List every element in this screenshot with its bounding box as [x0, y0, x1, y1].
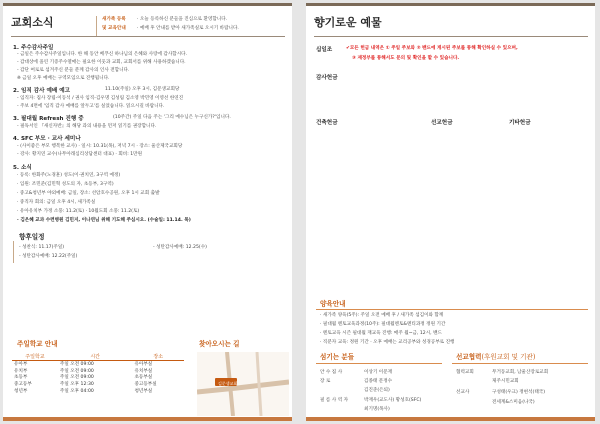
staff-rule [316, 363, 442, 364]
care-rule [316, 309, 588, 310]
bottom-rule [3, 417, 292, 421]
sunday-school-table [12, 353, 184, 394]
map-graphic [197, 352, 289, 416]
col-header: 장소 [132, 353, 184, 361]
page-title: 교회소식 [11, 16, 54, 29]
staff-names: 이상기 이문재 [364, 370, 393, 375]
news-line: · 등록: 한화주(노경훈) 성도(이·권치연, 3구역 예정) [17, 173, 121, 178]
mission-names: 구성태(우크) 정현석(태국) [492, 390, 546, 395]
table-row: 중고등부 주일 오후 12:30 중고등부실 [14, 382, 157, 388]
bottom-rule [306, 417, 595, 421]
divider [314, 36, 588, 37]
sunday-school-title: 주일학교 안내 [17, 340, 58, 348]
mission-names: 제주시민교회 [492, 379, 519, 384]
welcome-label-1: 새가족 등록 [102, 17, 126, 22]
welcome-label-2: 및 교육안내 [102, 26, 126, 31]
staff-names: 김진준(은퇴) [364, 388, 390, 393]
staff-title: 섬기는 분들 [320, 353, 355, 361]
offering-notice: ✔모든 헌금 내역은 ① 주일 주보와 ② 밴드에 게시된 주보를 통해 확인하실 수 있으며, [346, 46, 518, 51]
news-line: - 감단 여로로 섬겨주신 분들 분께 감사의 인사 전합니다. [17, 68, 130, 73]
mission-role: 협력교회 [456, 370, 474, 375]
welcome-text-2: · 예배 후 안내를 받아 새가족실로 오시기 바랍니다. [137, 26, 239, 31]
col-header: 시간 [58, 353, 133, 361]
top-rule [3, 3, 292, 6]
care-line: · 새가족 양육(5주): 주일 오전 예배 후 / 새가족 섬김이와 함께 [320, 313, 444, 318]
news-line: · 입원: 조민준(김민혁 성도의 자, 초등부, 3구역) [17, 182, 114, 187]
care-line: · 직분자 교육: 정원 기간 · 오후 예배는 교리공부와 성경공부로 진행 [320, 340, 455, 345]
news-heading-3: 3. 필대월 Refresh 진행 중 [13, 116, 84, 122]
mission-rule [452, 363, 588, 364]
news-line: - (사이좋은 부모 행복한 교사) · 일시: 10.31(목), 저녁 7시 · 장소: 울산제국교회당 [17, 144, 183, 149]
directions-map [197, 352, 289, 416]
table-row: 유치부 주일 오전 09:00 유치부실 [14, 368, 153, 374]
mission-names: 전세계&스미음(나국) [492, 400, 535, 405]
divider [11, 36, 285, 37]
staff-role: 안 수 집 사 [320, 370, 343, 375]
map-title: 찾아오시는 길 [199, 340, 240, 348]
schedule-item: - 성찬식: 11.17(주일) [19, 245, 65, 250]
offering-label-other: 기타헌금 [509, 120, 531, 126]
news-line: · 중고&청년부 야외예배: 금일, 장소: 선암호수공원, 오후 1시 교회 출발 [17, 191, 160, 196]
care-line: · 필대월 멘토교육과정(10주): 필대월멘토&멘티과정 정원 기간 [320, 322, 446, 327]
welcome-box [96, 16, 97, 36]
care-line: · 멘토교육 시즌 필대월 재교육 진행: 매주 월~금, 12시, 밴드 [320, 331, 442, 336]
offering-label-mission: 선교헌금 [431, 120, 453, 126]
mission-role: 선교사 [456, 390, 470, 395]
news-line: - 감대상에 올린 기증주수열매는 필요한 이웃과 교회, 교회서를 위해 사용하겠습니다. [17, 60, 186, 65]
welcome-text-1: · 오늘 등록하신 분들을 진심으로 환영합니다. [137, 17, 228, 22]
schedule-item: - 성탄감사예배: 12.22(주일) [19, 254, 78, 259]
schedule-item: - 성탄감사예배: 12.25(수) [153, 245, 207, 250]
staff-role: 필 름 사 역 자 [320, 398, 349, 403]
news-line: · 중직자 회의: 금일 오후 4시, 새가족실 [17, 200, 96, 205]
mission-title-main: 선교협력 [456, 353, 482, 361]
col-header: 주일학교 [12, 353, 58, 361]
news-line: · 유아유치부 가정 소풍: 11.2(토) · 10월도회 소풍: 11.2(토) [17, 209, 140, 214]
staff-names: 박재우(교도사) 황성호(SFC) [364, 398, 422, 403]
offering-label-building: 건축헌금 [316, 120, 338, 126]
table-row: 유아부 주일 오전 09:00 유아부실 [14, 362, 153, 368]
news-line: - 임직자: 집사 장립-이동석 / 권사 임직-김우명 김성림 김소영 박민영 이영선 한연진 [17, 96, 184, 101]
care-title: 양육안내 [320, 300, 346, 308]
news-line: - 필독서인 『새신자반』의 해당 과의 내용을 먼저 읽기를 권장합니다. [17, 124, 157, 129]
news-line: ※ 금일 오후 예배는 구역모임으로 진행됩니다. [17, 76, 110, 81]
map-church-label: 김문생교회 [218, 381, 238, 386]
schedule-box [13, 241, 14, 263]
news-heading-2: 2. 임직 감사 예배 예고 [13, 88, 71, 94]
mission-names: 무거동교회, 남울산장로교회 [492, 370, 549, 375]
offering-notice: ③ 재정부를 통해서도 문의 및 확인을 할 수 있습니다. [352, 56, 460, 61]
right-page [306, 3, 595, 421]
news-line: - 금일은 주수감사주일입니다. 한 해 동안 베푸신 하나님의 은혜와 사랑에 감사합시다. [17, 52, 188, 57]
news-line: · 김은혜 교과 수련병원 김민지, 이나연님 위해 기도해 주십시오. (수술일: 11.14. 목) [17, 218, 191, 223]
mission-title-sub: (후원교회 및 기관) [481, 353, 536, 361]
news-line: - 주보 4면에 '임직 감사 예배를 앞두고'를 실었습니다. 읽으시길 바랍니다. [17, 104, 165, 109]
news-heading-1: 1. 주수감사주일 [13, 45, 54, 51]
news-heading-4: 4. SFC 부모 · 교사 세미나 [13, 136, 81, 142]
staff-names: 최기명(목사) [364, 407, 390, 412]
news-heading-5: 5. 소식 [13, 165, 32, 171]
mission-title [456, 351, 535, 361]
table-row: 초등부 주일 오전 09:00 초등부실 [14, 375, 153, 381]
staff-names: 김종태 문정수 [364, 379, 393, 384]
staff-role: 장 로 [320, 379, 331, 384]
page-title: 향기로운 예물 [314, 16, 382, 29]
left-page [3, 3, 292, 421]
top-rule [306, 3, 595, 6]
schedule-title: 향후일정 [19, 233, 45, 241]
offering-label-tithe: 십일조 [316, 47, 333, 53]
news-heading-extra: 11.10(주일) 오후 3시, 김문생교회당 [105, 87, 180, 92]
news-line: - 강사: 황지연 교수(나무아래심리상담센터 대표) · 회비: 1만원 [17, 152, 143, 157]
table-row: 청년부 주일 오후 04:00 청년부실 [14, 388, 153, 394]
offering-label-thanks: 감사헌금 [316, 75, 338, 81]
news-heading-extra: (10주간) 주일 다음 주는 '그리 예수님은 누구신가?'입니다. [113, 115, 231, 120]
